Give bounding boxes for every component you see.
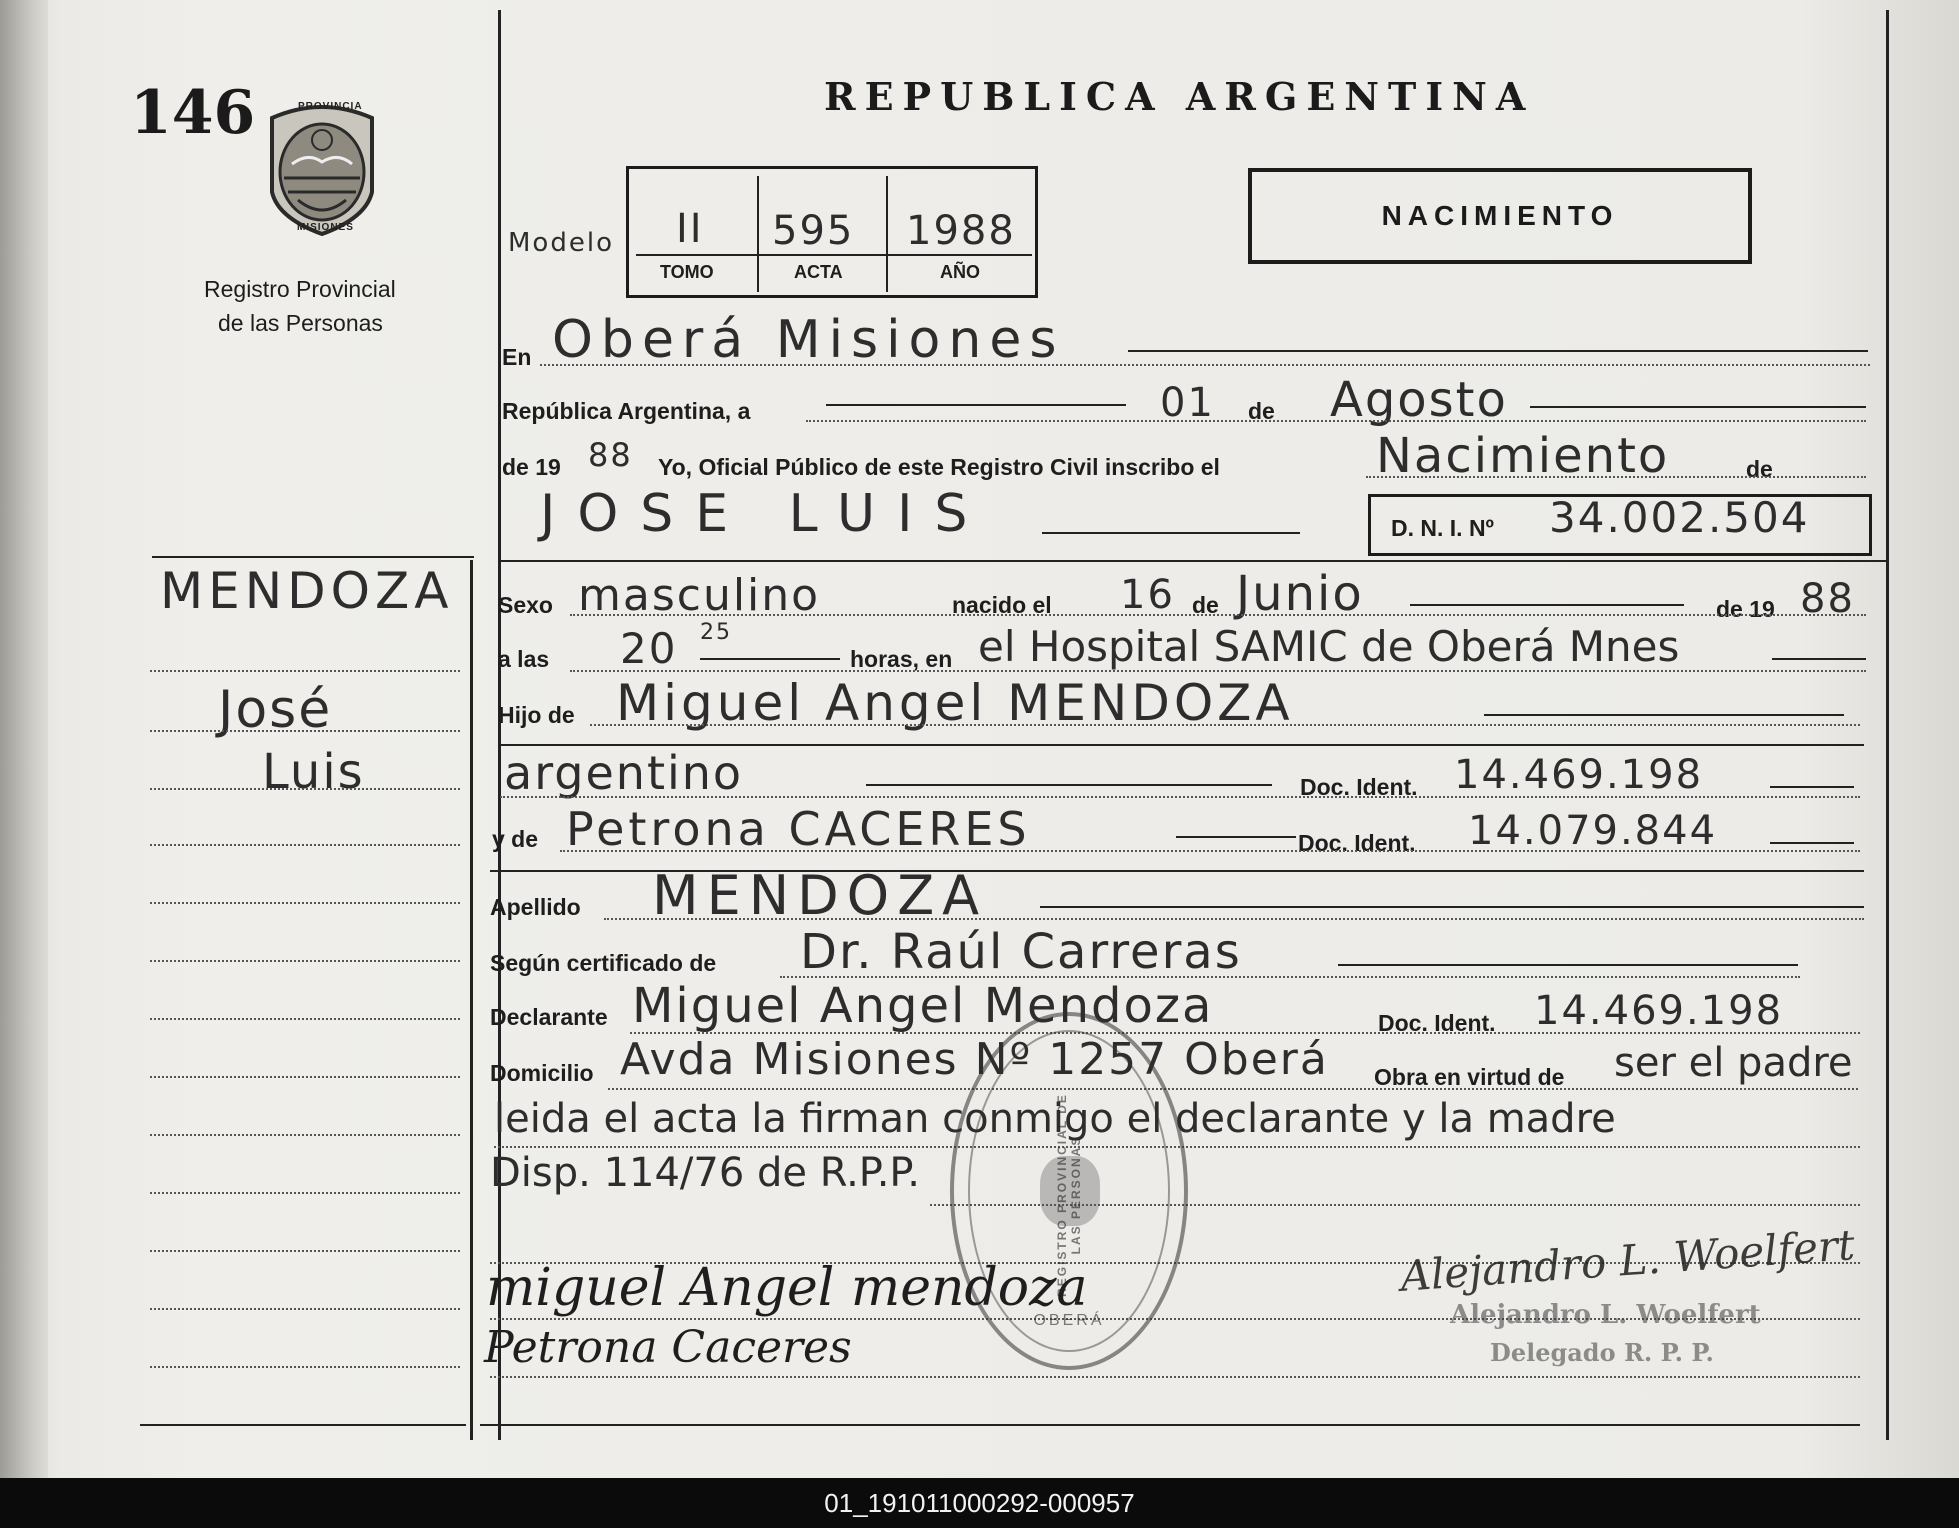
registry-line2: de las Personas: [218, 310, 383, 336]
hour-value: 20: [620, 624, 678, 673]
ref-divider-1: [757, 176, 759, 292]
official-signature: Alejandro L. Woelfert: [1398, 1220, 1857, 1301]
margin-rule-top: [152, 556, 474, 558]
doctor-line: [1338, 964, 1798, 966]
model-prefix: Modelo: [508, 228, 614, 258]
margin-dots-12: [150, 1308, 460, 1310]
margin-dots-9: [150, 1134, 460, 1136]
margin-dots-13: [150, 1366, 460, 1368]
oficial-text: Yo, Oficial Público de este Registro Civil inscribo el: [658, 454, 1220, 480]
birth-de-label: de: [1192, 592, 1219, 618]
declarant-value: Miguel Angel Mendoza: [632, 978, 1214, 1034]
surname-line: [1040, 906, 1864, 908]
name-line: [1042, 532, 1300, 534]
birthplace-value: el Hospital SAMIC de Oberá Mnes: [978, 622, 1680, 671]
mother-line: [1176, 836, 1296, 838]
nacido-label: nacido el: [952, 592, 1052, 618]
record-kind-de-label: de: [1746, 456, 1773, 482]
record-type-box: [1248, 168, 1752, 264]
stamp-bottom-text: OBERÁ: [1033, 1312, 1105, 1329]
right-border: [1886, 10, 1889, 1440]
mother-name-value: Petrona CACERES: [566, 802, 1031, 856]
domicilio-label: Domicilio: [490, 1060, 594, 1086]
anio-label: AÑO: [940, 262, 980, 282]
hour-line: [700, 658, 840, 660]
republica-dots: [806, 420, 1866, 422]
stamp-ring-text: REGISTRO PROVINCIAL DE LAS PERSONAS: [1055, 1093, 1083, 1297]
declarant-doc-value: 14.469.198: [1534, 988, 1784, 1034]
record-kind-value: Nacimiento: [1376, 428, 1670, 484]
birthplace-line: [1772, 658, 1866, 660]
margin-dots-8: [150, 1076, 460, 1078]
note-line-1: leida el acta la firman conmigo el declarante y la madre: [494, 1096, 1616, 1142]
margin-firstname-2: Luis: [262, 744, 365, 800]
margin-dots-4: [150, 844, 460, 846]
margin-dots-5: [150, 902, 460, 904]
en-dots: [540, 364, 1870, 366]
father-doc-label: Doc. Ident.: [1300, 774, 1418, 800]
book-spine: [0, 0, 48, 1478]
anio-value: 1988: [906, 208, 1016, 254]
surname-value: MENDOZA: [652, 864, 988, 927]
oficial-dots: [1366, 476, 1866, 478]
hijo-dots: [590, 724, 1860, 726]
birth-year-value: 88: [1800, 576, 1855, 622]
page-number: 146: [130, 78, 256, 148]
margin-dots-11: [150, 1250, 460, 1252]
mother-doc-label: Doc. Ident.: [1298, 830, 1416, 856]
acta-label: ACTA: [794, 262, 843, 282]
segun-label: Según certificado de: [490, 950, 717, 976]
republica-line-1: [826, 404, 1126, 406]
month-value: Agosto: [1330, 372, 1508, 428]
margin-surname: MENDOZA: [160, 562, 454, 620]
official-name: Alejandro L. Woelfert: [1450, 1300, 1761, 1330]
margin-column-divider: [470, 560, 473, 1440]
father-line: [1484, 714, 1844, 716]
republica-line-2: [1530, 406, 1866, 408]
republica-label: República Argentina, a: [502, 398, 751, 424]
mother-doc-line: [1770, 842, 1854, 844]
nationality-dots: [500, 796, 1860, 798]
birth-year-prefix: de 19: [1716, 596, 1775, 622]
margin-dots-1: [150, 670, 460, 672]
year-value: 88: [588, 436, 633, 474]
apellido-dots: [604, 918, 1864, 920]
margin-dots-2: [150, 730, 460, 732]
official-title: Delegado R. P. P.: [1490, 1338, 1714, 1367]
mother-signature: Petrona Caceres: [484, 1322, 852, 1373]
sex-value: masculino: [578, 570, 821, 621]
margin-rule-bottom: [140, 1424, 466, 1426]
year-prefix-label: de 19: [502, 454, 561, 480]
provincial-seal-icon: [258, 100, 386, 240]
dni-label: D. N. I. Nº: [1391, 515, 1494, 541]
registry-line1: Registro Provincial: [204, 276, 396, 302]
doctor-value: Dr. Raúl Carreras: [800, 924, 1242, 980]
address-value: Avda Misiones Nº 1257 Oberá: [620, 1034, 1329, 1085]
day-value: 01: [1160, 380, 1215, 426]
horas-label: horas, en: [850, 646, 953, 672]
alas-label: a las: [498, 646, 550, 672]
reason-value: ser el padre: [1614, 1040, 1853, 1086]
margin-dots-10: [150, 1192, 460, 1194]
birth-month-value: Junio: [1236, 566, 1364, 622]
father-doc-line: [1770, 786, 1854, 788]
image-id-footer: 01_191011000292-000957: [0, 1478, 1959, 1528]
place-value: Oberá Misiones: [552, 310, 1065, 370]
en-label: En: [502, 344, 532, 370]
margin-dots-7: [150, 1018, 460, 1020]
declarant-doc-label: Doc. Ident.: [1378, 1010, 1496, 1036]
section-rule-1: [498, 560, 1886, 562]
declarante-label: Declarante: [490, 1004, 608, 1030]
note-line-2: Disp. 114/76 de R.P.P.: [490, 1150, 921, 1196]
father-nationality-value: argentino: [504, 746, 744, 800]
country-heading: REPUBLICA ARGENTINA: [824, 74, 1535, 119]
minutes-value: 25: [700, 620, 732, 645]
margin-firstname-1: José: [218, 680, 333, 740]
birth-line: [1410, 604, 1684, 606]
en-line: [1128, 350, 1868, 352]
day-de-label: de: [1248, 398, 1275, 424]
dni-value: 34.002.504: [1549, 493, 1810, 542]
sexo-dots: [570, 614, 1866, 616]
acta-value: 595: [772, 208, 855, 254]
father-name-value: Miguel Angel MENDOZA: [616, 674, 1294, 732]
bottom-rule: [480, 1424, 1860, 1426]
birth-day-value: 16: [1120, 572, 1175, 618]
sexo-label: Sexo: [498, 592, 553, 618]
seal-top-text: PROVINCIA: [298, 101, 363, 112]
obra-label: Obra en virtud de: [1374, 1064, 1565, 1090]
yde-label: y de: [492, 826, 539, 852]
mother-doc-value: 14.079.844: [1468, 808, 1718, 854]
nationality-line: [866, 784, 1272, 786]
tomo-value: II: [676, 206, 704, 252]
domicilio-dots: [608, 1088, 1858, 1090]
alas-dots: [570, 670, 1866, 672]
father-signature: miguel Angel mendoza: [486, 1258, 1088, 1318]
hijo-label: Hijo de: [498, 702, 575, 728]
apellido-label: Apellido: [490, 894, 581, 920]
tomo-label: TOMO: [660, 262, 714, 282]
ref-divider-2: [886, 176, 888, 292]
dni-box: [1368, 494, 1872, 556]
seal-bottom-text: MISIONES: [297, 222, 354, 233]
record-type-label: NACIMIENTO: [1381, 200, 1619, 231]
margin-dots-3: [150, 788, 460, 790]
margin-dots-6: [150, 960, 460, 962]
yde-dots: [560, 850, 1860, 852]
ref-baseline: [636, 254, 1032, 256]
child-name-value: JOSE LUIS: [540, 484, 990, 544]
blank-dots-3: [490, 1376, 1860, 1378]
father-doc-value: 14.469.198: [1454, 752, 1704, 798]
